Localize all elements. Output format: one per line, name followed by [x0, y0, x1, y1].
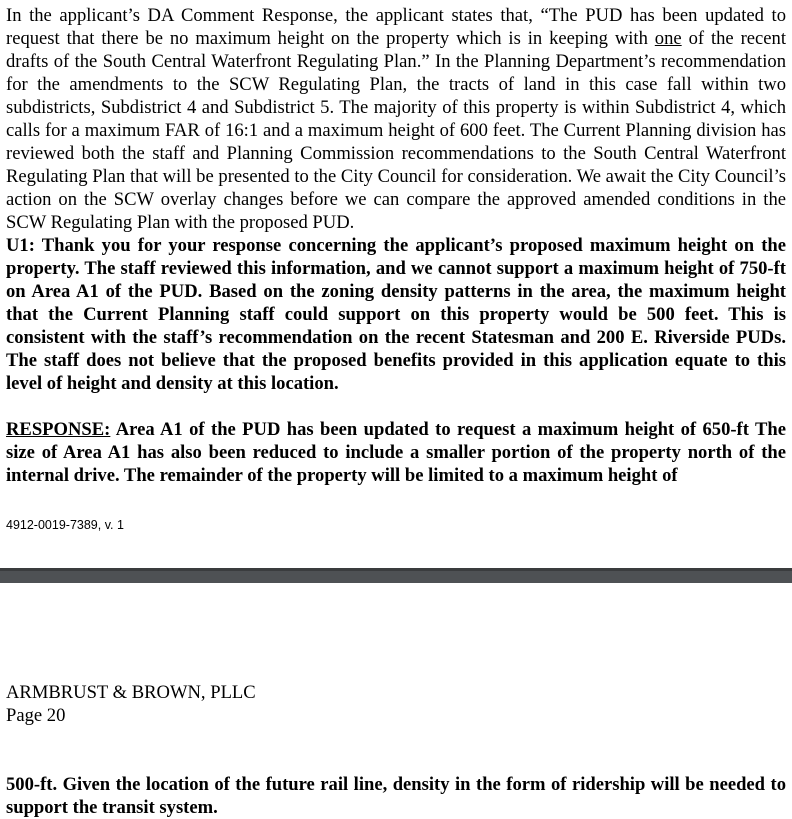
- para1-text-start: In the applicant’s DA Comment Response, the applicant states that, “The PUD has been updated to request that there be no maximum height on the property which is in keeping with: [6, 5, 786, 49]
- page-body: [6, 4, 786, 487]
- document-id-footer: 4912-0019-7389, v. 1: [6, 518, 124, 532]
- para1-text-end: of the recent drafts of the South Central Waterfront Regulating Plan.” In the Planning Department’s recommendation for the amendments to the SCW Regulating Plan, the tracts of land in this case fall within two subdistricts, Subdistrict 4 and Subdistrict 5. The majority of this property is within Subdistrict 4, which calls for a maximum FAR of 16:1 and a maximum height of 600 feet. The Current Planning division has reviewed both the staff and Planning Commission recommendations to the South Central Waterfront Regulating Plan that will be presented to the City Council for consideration. We await the City Council’s action on the SCW overlay changes before we can compare the approved amended conditions in the SCW Regulating Plan with the proposed PUD.: [6, 28, 786, 233]
- u1-comment-paragraph: U1: Thank you for your response concerning the applicant’s proposed maximum height on the property. The staff reviewed this information, and we cannot support a maximum height of 750-ft on Area A1 of the PUD. Based on the zoning density patterns in the area, the maximum height that the Current Planning staff could support on this property would be 500 feet. This is consistent with the staff’s recommendation on the recent Statesman and 200 E. Riverside PUDs. The staff does not believe that the proposed benefits provided in this application equate to this level of height and density at this location.: [6, 235, 786, 394]
- paragraph-spacer: [6, 395, 786, 418]
- continued-response-paragraph: 500-ft. Given the location of the future rail line, density in the form of ridership will be needed to support the transit system.: [6, 774, 786, 818]
- page-number: Page 20: [6, 705, 66, 726]
- response-text: Area A1 of the PUD has been updated to request a maximum height of 650-ft The size of Area A1 has also been reduced to include a smaller portion of the property north of the internal drive. The remainder of the property will be limited to a maximum height of: [6, 419, 786, 486]
- response-paragraph: [6, 418, 786, 487]
- document-page-bottom: [0, 583, 792, 818]
- comment-paragraph: [6, 4, 786, 234]
- response-label: RESPONSE:: [6, 419, 111, 440]
- page-header: [6, 681, 256, 727]
- underlined-word: one: [654, 28, 682, 49]
- page-separator: [0, 568, 792, 583]
- firm-name: ARMBRUST & BROWN, PLLC: [6, 682, 256, 703]
